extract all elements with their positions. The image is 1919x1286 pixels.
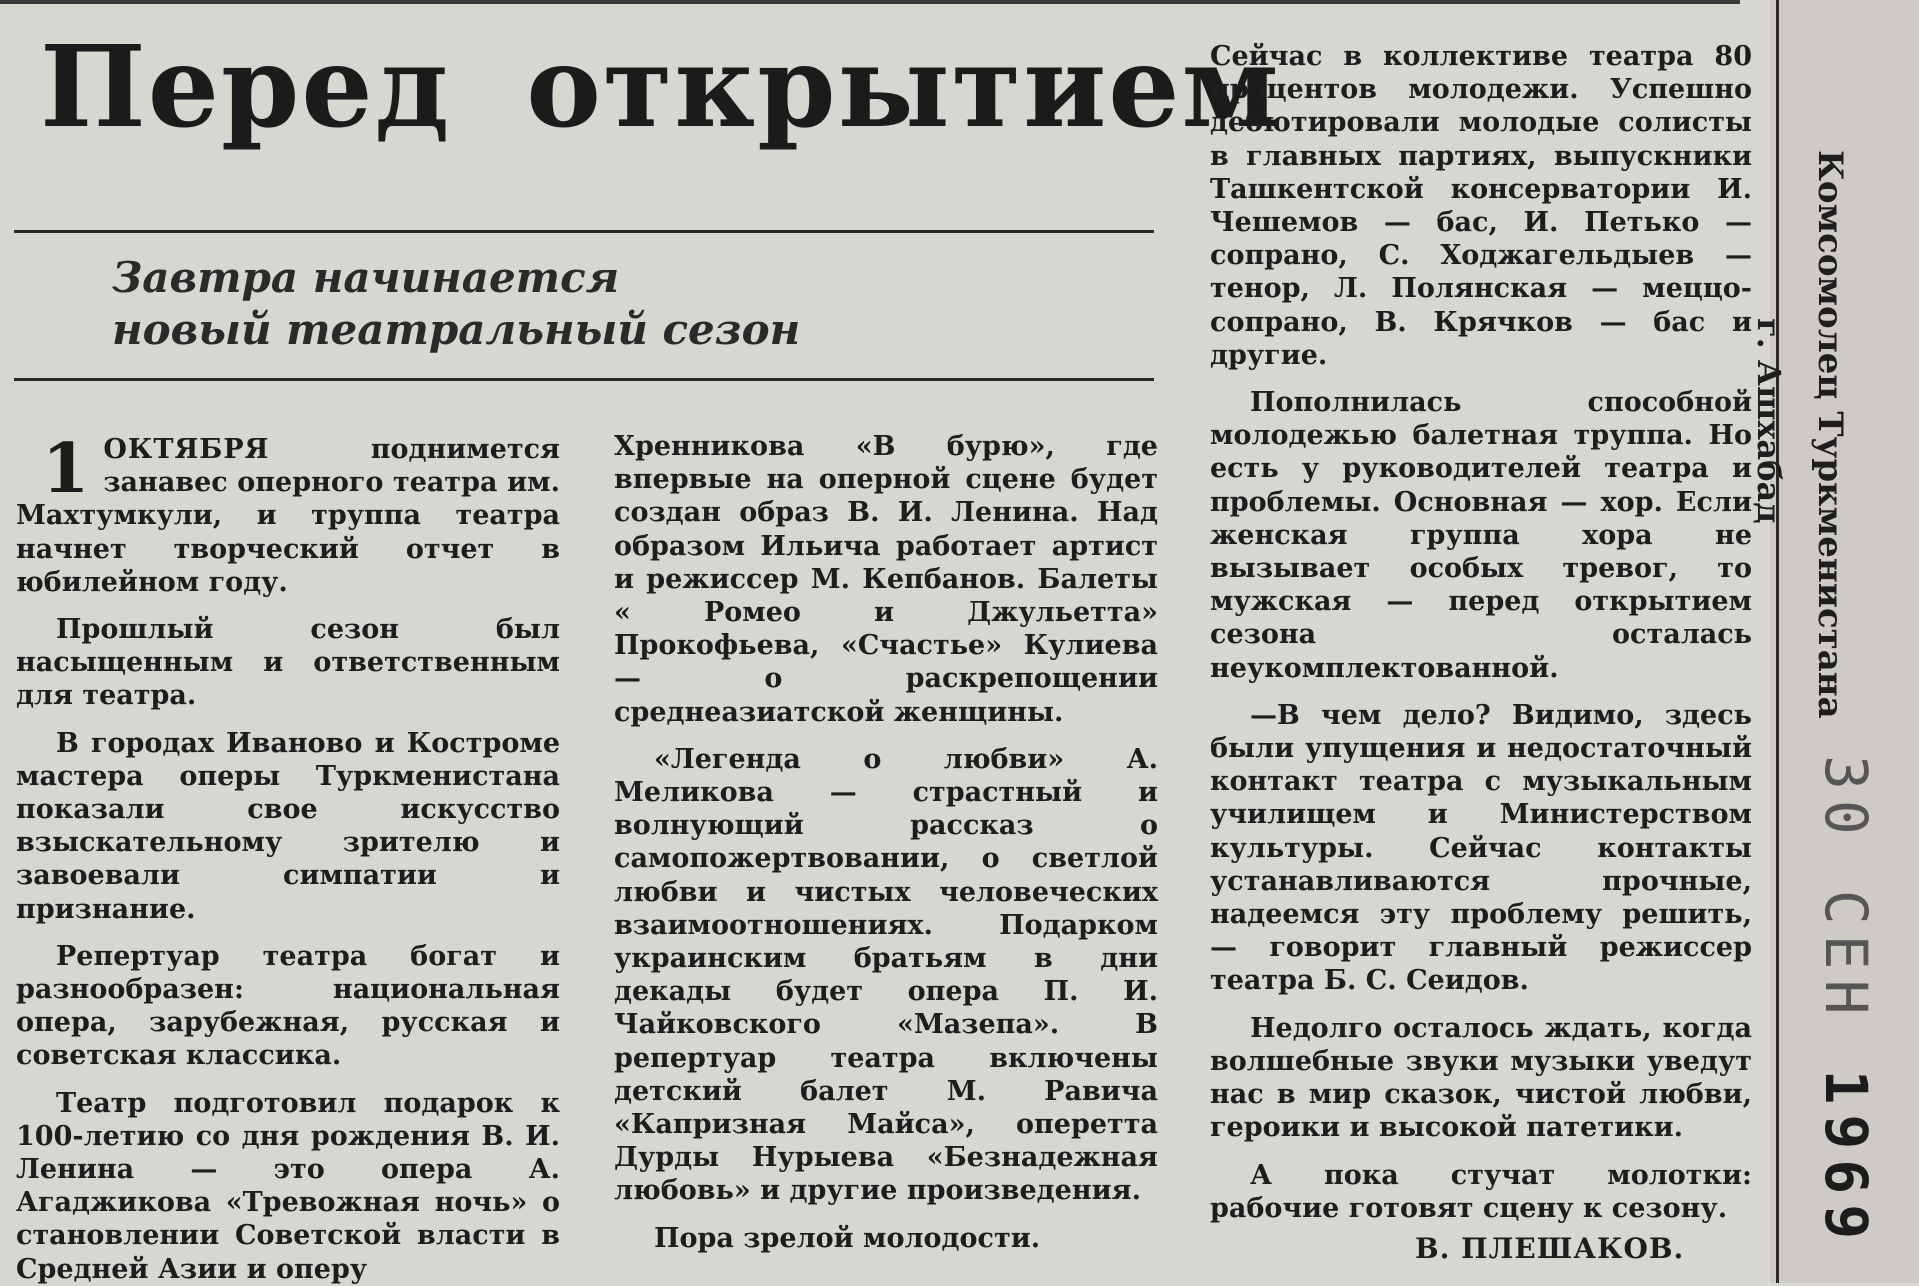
date-stamp-year: 1969 — [1812, 1069, 1880, 1250]
paragraph: Сейчас в коллективе театра 80 процентов молодежи. Успешно дебютировали молодые солисты в главных партиях, выпускники Ташкентской консерватории И. Чешемов — бас, И. Петько — сопрано, С. Ходжагельдыев — тенор, Л. Полянская — меццо-сопрано, В. Крячков — бас и другие. — [1210, 41, 1752, 371]
drop-cap: 1 — [42, 429, 90, 509]
date-stamp-day-month: 30 СЕН — [1812, 755, 1880, 1025]
paragraph: Пополнилась способной молодежью балетная труппа. Но есть у руководителей театра и проблемы. Основная — хор. Если женская группа хора не вызывает особых тревог, то мужская — перед открытием сезона осталась неукомплектованной. — [1210, 387, 1752, 684]
headline-rule-bottom — [14, 378, 1154, 381]
article-column-2 — [614, 430, 1158, 1255]
headline-rule-top — [14, 230, 1154, 233]
subtitle-line-2: новый театральный сезон — [112, 305, 801, 354]
lead-word: ОКТЯБРЯ — [103, 434, 270, 465]
paragraph: Театр подготовил подарок к 100-летию со дня рождения В. И. Ленина — это опера А. Агаджикова «Тревожная ночь» о становлении Советской власти в Средней Азии и оперу — [16, 1087, 560, 1285]
subtitle-line-1: Завтра начинается — [112, 253, 620, 302]
top-rule — [0, 0, 1740, 4]
margin-rule — [1776, 0, 1779, 1283]
paragraph: В городах Иваново и Костроме мастера оперы Туркменистана показали свое искусство взыскательному зрителю и завоевали симпатии и признание. — [16, 727, 560, 925]
paragraph: Прошлый сезон был насыщенным и ответственным для театра. — [16, 614, 560, 712]
article-headline: Перед открытием — [40, 22, 1281, 153]
paragraph — [16, 429, 560, 599]
paragraph: «Легенда о любви» А. Меликова — страстный и волнующий рассказ о самопожертвовании, о светлой любви и чистых человеческих взаимоотношениях. Подарком украинским братьям в дни декады будет опера П. И. Чайковского «Мазепа». В репертуар театра включены детский балет М. Равича «Капризная Майса», оперетта Дурды Нурыева «Безнадежная любовь» и другие произведения. — [614, 743, 1158, 1207]
paragraph: —В чем дело? Видимо, здесь были упущения и недостаточный контакт театра с музыкальным училищем и Министерством культуры. Сейчас контакты устанавливаются прочные, надеемся эту проблему решить, — говорит главный режиссер театра Б. С. Сеидов. — [1210, 699, 1752, 997]
author-signature: В. ПЛЕШАКОВ. — [1415, 1232, 1685, 1265]
article-subtitle — [112, 252, 800, 356]
city-name: г. Ашхабад — [1750, 318, 1788, 524]
article-column-3 — [1210, 40, 1752, 1225]
paragraph-text: поднимется занавес оперного театра им. Махтумкули, и труппа театра начнет творческий отчет в юбилейном году. — [16, 434, 560, 598]
paragraph: А пока стучат молотки: рабочие готовят сцену к сезону. — [1210, 1159, 1752, 1224]
paragraph: Репертуар театра богат и разнообразен: национальная опера, зарубежная, русская и советская классика. — [16, 940, 560, 1072]
article-column-1 — [16, 429, 560, 1286]
paragraph: Хренникова «В бурю», где впервые на оперной сцене будет создан образ В. И. Ленина. Над образом Ильича работает артист и режиссер М. Кепбанов. Балеты « Ромео и Джульетта» Прокофьева, «Счастье» Кулиева — о раскрепощении среднеазиатской женщины. — [614, 431, 1158, 728]
paragraph: Недолго осталось ждать, когда волшебные звуки музыки уведут нас в мир сказок, чистой любви, героики и высокой патетики. — [1210, 1012, 1752, 1144]
newspaper-name: Комсомолец Туркменистана — [1810, 150, 1850, 719]
paragraph: Пора зрелой молодости. — [654, 1222, 1041, 1254]
date-stamp — [1812, 755, 1880, 1249]
